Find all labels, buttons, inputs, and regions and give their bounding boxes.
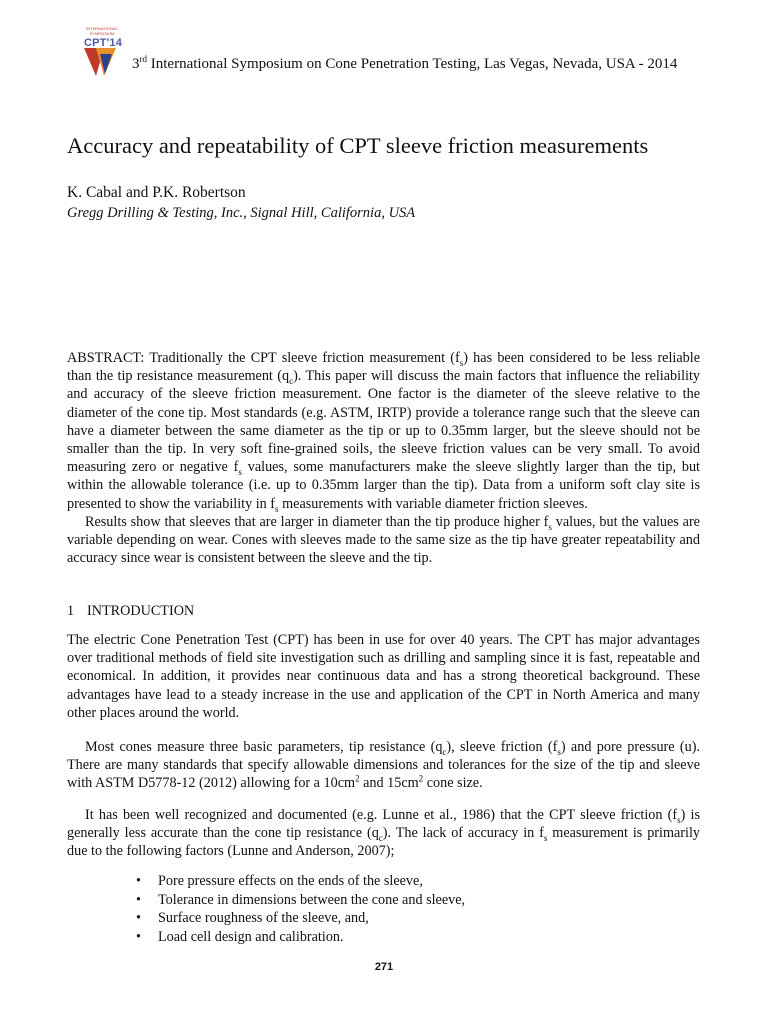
list-item-text: Surface roughness of the sleeve, and, bbox=[158, 910, 369, 927]
running-header bbox=[132, 56, 677, 73]
text-run: measurements with variable diameter friction sleeves. bbox=[278, 495, 588, 512]
subscript: s bbox=[238, 467, 242, 478]
section-title: INTRODUCTION bbox=[87, 603, 195, 619]
text-run: Most cones measure three basic parameters, tip resistance (q bbox=[85, 739, 443, 755]
subscript: s bbox=[275, 503, 279, 514]
text-run: ) has been considered to be less reliable than the tip resistance measurement (q bbox=[67, 350, 700, 385]
cpt14-logo-icon bbox=[80, 26, 130, 78]
factor-list bbox=[136, 872, 465, 946]
list-item bbox=[136, 909, 465, 928]
logo-text: CPT'14 bbox=[84, 37, 123, 49]
text-run: ) and pore pressure (u). There are many standards that specify allowable dimensions and tolerances for the size of the tip and sleeve with ASTM D5778-12 (2012) allowing for a 10cm bbox=[67, 739, 700, 792]
intro-paragraph-3 bbox=[67, 806, 700, 861]
text-run: and 15cm bbox=[359, 775, 419, 792]
subscript: s bbox=[459, 357, 464, 368]
intro-paragraph-1: The electric Cone Penetration Test (CPT) has been in use for over 40 years. The CPT has major advantages over traditional methods of field site investigation such as drilling and sampling since it is fast, repeatable and economical. In addition, it provides near continuous data and has a strong theoretical background. These advantages have lead to a steady increase in the use and application of the CPT in North America and many other places around the world. bbox=[67, 632, 700, 721]
text-run: Results show that sleeves that are larger in diameter than the tip produce higher f bbox=[85, 513, 549, 530]
list-item-text: Load cell design and calibration. bbox=[158, 928, 344, 945]
header-ordinal: 3 bbox=[132, 56, 140, 72]
abstract-paragraph-1 bbox=[67, 349, 700, 513]
header-text: International Symposium on Cone Penetration Testing, Las Vegas, Nevada, USA - 2014 bbox=[147, 56, 678, 72]
bullet-icon: • bbox=[136, 873, 141, 889]
text-run: ), sleeve friction (f bbox=[446, 739, 558, 755]
section-heading bbox=[67, 603, 194, 620]
text-run: It has been well recognized and documented (e.g. Lunne et al., 1986) that the CPT sleeve friction (f bbox=[85, 807, 678, 823]
subscript: c bbox=[289, 376, 294, 387]
paper-authors: K. Cabal and P.K. Robertson bbox=[67, 184, 246, 201]
paper-affiliation: Gregg Drilling & Testing, Inc., Signal Hill, California, USA bbox=[67, 205, 416, 221]
abstract bbox=[67, 349, 700, 567]
superscript: 2 bbox=[355, 773, 360, 784]
text-run: ABSTRACT: Traditionally the CPT sleeve friction measurement (f bbox=[67, 350, 460, 366]
paper-title: Accuracy and repeatability of CPT sleeve friction measurements bbox=[67, 133, 649, 158]
subscript: s bbox=[548, 521, 552, 532]
page-number: 271 bbox=[374, 961, 394, 973]
intro-paragraph-2 bbox=[67, 738, 700, 793]
header-ordinal-suffix: rd bbox=[139, 54, 147, 64]
text-run: ). The lack of accuracy in f bbox=[382, 825, 544, 842]
abstract-paragraph-2 bbox=[67, 513, 700, 568]
list-item bbox=[136, 891, 465, 910]
subscript: s bbox=[557, 746, 561, 757]
list-item bbox=[136, 928, 465, 947]
bullet-icon: • bbox=[136, 891, 141, 908]
subscript: c bbox=[378, 833, 383, 844]
superscript: 2 bbox=[418, 773, 424, 784]
text-run: measurement is primarily due to the following factors (Lunne and Anderson, 2007); bbox=[67, 825, 701, 860]
bullet-icon: • bbox=[136, 910, 141, 927]
list-item bbox=[136, 872, 465, 891]
subscript: s bbox=[677, 814, 681, 825]
logo-tagline: INTERNATIONAL SYMPOSIUM bbox=[86, 26, 118, 36]
section-number: 1 bbox=[67, 603, 75, 619]
subscript: s bbox=[543, 833, 548, 844]
text-run: values, but the values are variable depending on wear. Cones with sleeves made to the same size as the tip have greater repeatability and accuracy since wear is consistent between the sleeve and the tip. bbox=[67, 513, 700, 567]
text-run: ) is generally less accurate than the cone tip resistance (q bbox=[67, 807, 700, 842]
text-run: cone size. bbox=[423, 775, 483, 792]
list-item-text: Pore pressure effects on the ends of the sleeve, bbox=[158, 873, 423, 889]
subscript: c bbox=[442, 746, 447, 757]
text-run: ). This paper will discuss the main factors that influence the reliability and accuracy of the sleeve friction measurement. One factor is the diameter of the sleeve relative to the diameter of the cone tip. Most standards (e.g. ASTM, IRTP) provide a tolerance range such that the sleeve can have a diameter between the same diameter as the tip or up to 0.35mm larger, but the sleeve should not be smaller than the tip. In very soft fine-grained soils, the sleeve friction values can be very small. To avoid measuring zero or negative f bbox=[67, 368, 701, 476]
text-run: values, some manufacturers make the sleeve slightly larger than the tip, but within the allowable tolerance (i.e. up to 0.35mm larger than the tip). Data from a uniform soft clay site is presented to show the variability in f bbox=[67, 459, 700, 512]
list-item-text: Tolerance in dimensions between the cone and sleeve, bbox=[158, 891, 466, 908]
bullet-icon: • bbox=[136, 928, 141, 945]
